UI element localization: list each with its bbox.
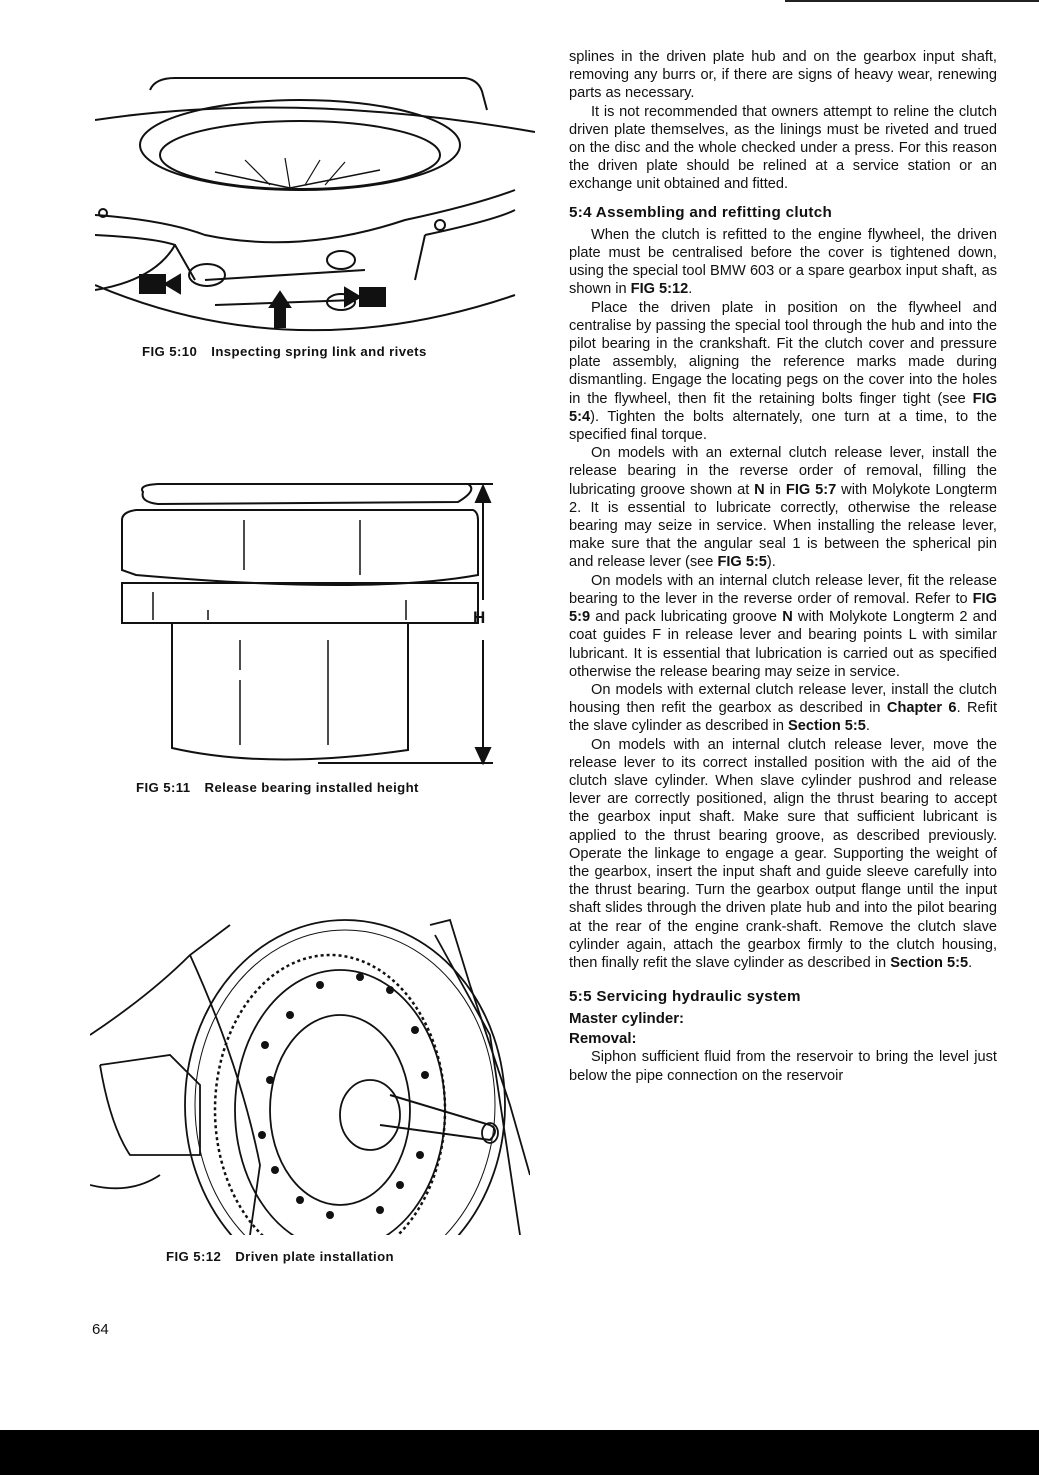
section-heading-5-4: 5:4 Assembling and refitting clutch — [569, 203, 833, 221]
figure-number: FIG 5:12 — [166, 1249, 222, 1264]
figure-reference: FIG 5:5 — [717, 554, 767, 571]
figure-reference: FIG 5:12 — [630, 281, 689, 298]
paragraph: Siphon sufficient fluid from the reservoir to bring the level just below the pipe connection on the reservoir — [569, 1049, 997, 1084]
top-rule — [785, 0, 1039, 2]
paragraph: On models with an internal clutch release lever, fit the release bearing to the lever in the reverse order of removal. Refer to FIG 5:9 and pack lubricating groove N with Molykote Longterm 2 and coat guides F in release lever and bearing points L with similar lubricant. It is essential that lubrication is carried out as specified otherwise the release bearing may seize in service. — [569, 572, 997, 680]
paragraph: On models with external clutch release lever, install the clutch housing then refit the gearbox as described in Chapter 6. Refit the slave cylinder as described in Section 5:5. — [569, 681, 997, 735]
section-heading-5-5: 5:5 Servicing hydraulic system — [569, 988, 801, 1006]
paragraph: Place the driven plate in position on the flywheel and centralise by passing the special tool through the hub and into the pilot bearing in the crankshaft. Fit the clutch cover and pressure plate assembly, aligning the reference marks made during dismantling. Engage the locating pegs on the cover into the holes in the flywheel, then fit the retaining bolts finger tight (see FIG 5:4). Tighten the bolts alternately, one turn at a time, to the specified final torque. — [569, 299, 997, 444]
section-reference: Section 5:5 — [788, 718, 866, 735]
chapter-reference: Chapter 6 — [886, 700, 957, 717]
paragraph: When the clutch is refitted to the engine flywheel, the driven plate must be centralised before the cover is tightened down, using the special tool BMW 603 or a spare gearbox input shaft, as shown in FIG 5:12. — [569, 226, 997, 298]
paragraph: On models with an external clutch release lever, install the release bearing in the reverse order of removal, filling the lubricating groove shown at N in FIG 5:7 with Molykote Longterm 2. It is essential to lubricate correctly, otherwise the release bearing may seize in service. When installing the release lever, make sure that the angular seal 1 is between the spherical pin and release lever (see FIG 5:5). — [569, 445, 998, 571]
figure-5-11-caption — [136, 780, 419, 795]
figure-5-11-illustration — [118, 480, 508, 770]
figure-5-12-illustration — [90, 915, 530, 1235]
figure-reference: FIG 5:7 — [785, 481, 837, 498]
paragraph: It is not recommended that owners attempt to reline the clutch driven plate themselves, as the linings must be riveted and trued on the disc and the whole checked under a press. For this reason the driven plate should be relined at a service station or an exchange unit obtained and fitted. — [569, 103, 997, 193]
height-label: H — [473, 608, 486, 627]
page-number: 64 — [92, 1321, 109, 1338]
subheading-master-cylinder: Master cylinder: — [569, 1010, 685, 1028]
figure-title: Driven plate installation — [235, 1249, 395, 1264]
figure-5-10-caption — [142, 344, 427, 359]
text-column — [569, 48, 997, 1085]
figure-title: Inspecting spring link and rivets — [211, 344, 427, 359]
figure-number: FIG 5:10 — [142, 344, 198, 359]
subheading-removal: Removal: — [569, 1030, 637, 1048]
scan-border — [0, 1430, 1039, 1475]
figure-reference: FIG 5:4 — [569, 390, 997, 425]
figure-reference: FIG 5:9 — [569, 590, 997, 626]
figure-title: Release bearing installed height — [204, 780, 419, 795]
figure-5-10-illustration — [95, 70, 535, 340]
figure-5-12-caption — [166, 1249, 394, 1264]
figure-number: FIG 5:11 — [136, 780, 191, 795]
paragraph: splines in the driven plate hub and on the gearbox input shaft, removing any burrs or, if there are signs of heavy wear, renewing parts as necessary. — [569, 49, 997, 102]
paragraph: On models with an internal clutch release lever, move the release lever to its correct installed position with the aid of the clutch slave cylinder. When slave cylinder pushrod and release lever are correctly positioned, align the thrust bearing to accept the gearbox input shaft. Make sure that sufficient lubricant is applied to the thrust bearing groove, as described previously. Operate the linkage to engage a gear. Supporting the weight of the gearbox, insert the input shaft and guide sleeve carefully into the thrust bearing. Turn the gearbox output flange until the input shaft slides through the driven plate hub and into the pilot bearing at the rear of the engine crank-shaft. Remove the clutch slave cylinder again, attach the gearbox firmly to the clutch housing, then finally refit the slave cylinder as described in Section 5:5. — [569, 736, 997, 971]
section-reference: Section 5:5 — [890, 954, 969, 971]
